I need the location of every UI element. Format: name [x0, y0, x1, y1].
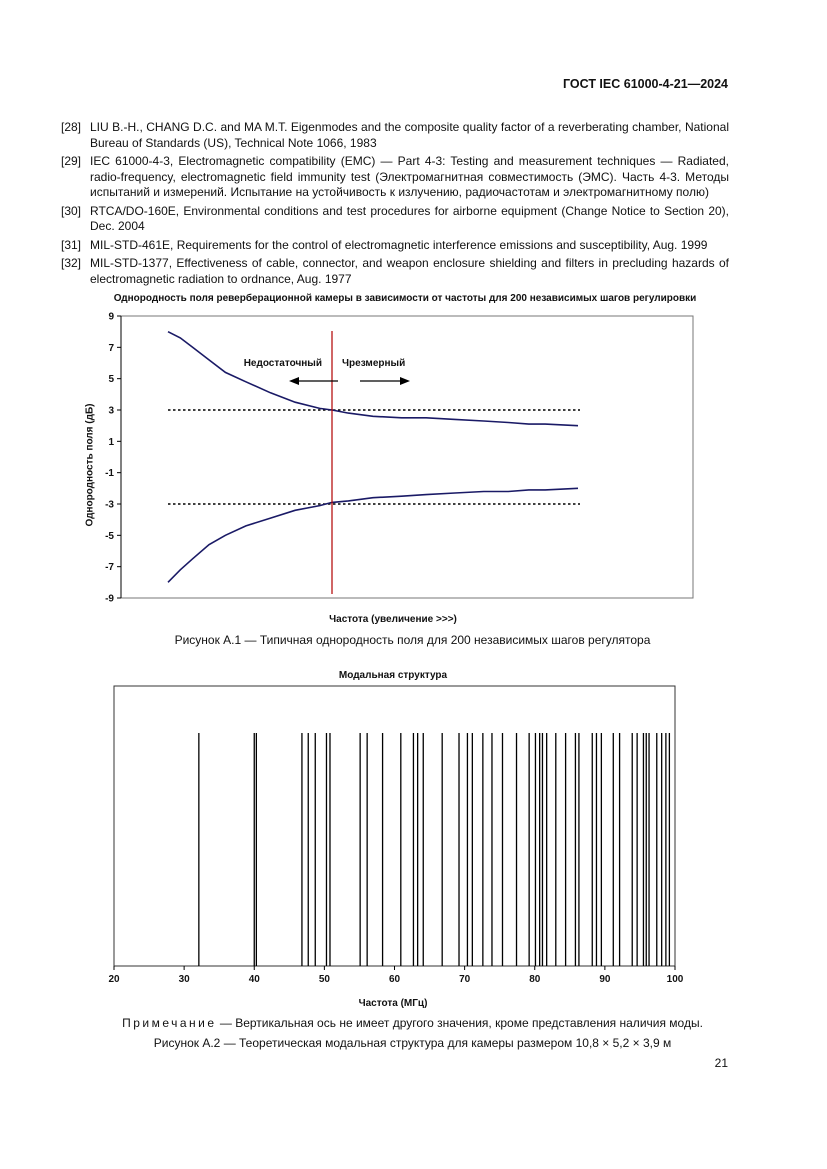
- x-tick-label: 90: [599, 974, 611, 985]
- figure2-caption: Рисунок А.2 — Теоретическая модальная структура для камеры размером 10,8 × 5,2 × 3,9 м: [153, 1036, 672, 1050]
- note-label: Примечание: [122, 1016, 217, 1030]
- x-tick-label: 60: [388, 974, 401, 985]
- x-tick-label: 50: [318, 974, 330, 985]
- annotation-insufficient: Недостаточный: [243, 358, 322, 369]
- x-tick-label: 100: [666, 974, 684, 985]
- reference-text: IEC 61000-4-3, Electromagnetic compatibility (EMC) — Part 4-3: Testing and measurement techniques — Radiated, radio-frequency, electromagnetic field immunity test (Электромагнитная совместимость (ЭМС). Часть 4-3. Методы испытаний и измерений. Испытание на устойчивость к излучению, радиочастотам и электромагнитному полю): [90, 154, 729, 199]
- x-tick-label: 70: [459, 974, 471, 985]
- reference-text: RTCA/DO-160E, Environmental conditions and test procedures for airborne equipment (Change Notice to Section 20), Dec. 2004: [90, 203, 729, 233]
- chart2-title: Модальная структура: [338, 670, 448, 681]
- chart2-x-axis-label: Частота (МГц): [358, 998, 428, 1009]
- page-number: 21: [714, 1056, 728, 1070]
- reference-number: [31]: [61, 237, 82, 252]
- reference-number: [32]: [61, 256, 82, 270]
- reference-text: MIL-STD-1377, Effectiveness of cable, connector, and weapon enclosure shielding and filters in precluding hazards of electromagnetic radiation to ordnance, Aug. 1977: [90, 256, 729, 286]
- figure2-note: [60, 1016, 765, 1030]
- x-tick-label: 30: [178, 974, 190, 985]
- reference-number: [28]: [61, 120, 82, 134]
- y-tick-label: -9: [105, 593, 114, 605]
- note-text: — Вертикальная ось не имеет другого значения, кроме представления наличия моды.: [216, 1016, 703, 1030]
- y-tick-label: -7: [105, 562, 114, 574]
- y-tick-label: -3: [105, 499, 114, 511]
- reference-text: MIL-STD-461E, Requirements for the control of electromagnetic interference emissions and susceptibility, Aug. 1999: [90, 237, 708, 252]
- x-tick-label: 40: [248, 974, 260, 985]
- y-tick-label: 3: [108, 405, 114, 417]
- y-tick-label: 5: [108, 374, 114, 386]
- chart1-title: Однородность поля реверберационной камеры в зависимости от частоты для 200 независимых шагов регулировки: [113, 293, 697, 304]
- x-tick-label: 20: [108, 974, 120, 985]
- plot-area: [114, 686, 675, 966]
- reference-number: [29]: [61, 154, 82, 168]
- y-tick-label: 1: [108, 436, 114, 448]
- chart1-y-axis-label: Однородность поля (дБ): [84, 403, 96, 527]
- reference-number: [30]: [61, 203, 82, 218]
- y-tick-label: -1: [105, 468, 114, 480]
- y-tick-label: 9: [108, 311, 114, 323]
- y-tick-label: 7: [108, 342, 114, 354]
- y-tick-label: -5: [105, 530, 114, 542]
- document-header: ГОСТ IEC 61000-4-21—2024: [562, 77, 728, 91]
- figure1-caption: Рисунок А.1 — Типичная однородность поля для 200 независимых шагов регулятора: [174, 633, 651, 647]
- reference-text: LIU B.-H., CHANG D.C. and MA M.T. Eigenmodes and the composite quality factor of a reverberating chamber, National Bureau of Standards (US), Technical Note 1066, 1983: [90, 120, 729, 150]
- annotation-excessive: Чрезмерный: [342, 358, 406, 369]
- x-tick-label: 80: [529, 974, 541, 985]
- chart1-x-axis-label: Частота (увеличение >>>): [329, 614, 457, 625]
